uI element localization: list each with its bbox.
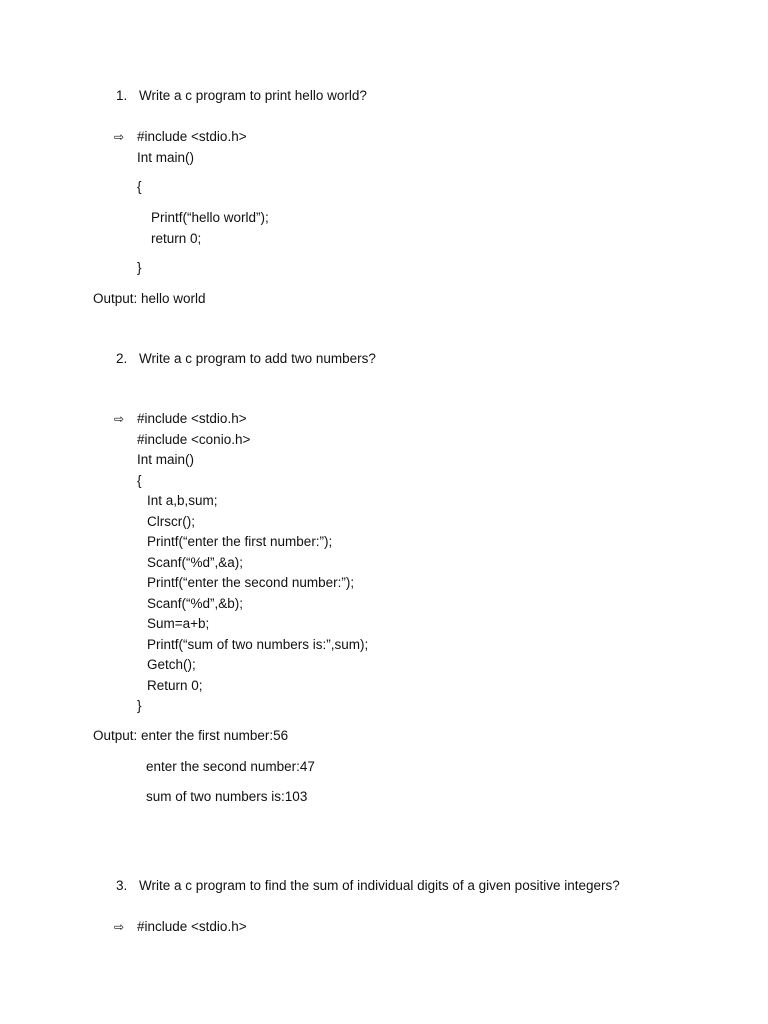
- q2-question: Write a c program to add two numbers?: [139, 351, 376, 366]
- arrow-bullet-icon: ⇨: [114, 412, 125, 426]
- q2-output-line: sum of two numbers is:103: [146, 789, 308, 804]
- q2-output-line: enter the second number:47: [146, 759, 315, 774]
- arrow-bullet-icon: ⇨: [114, 130, 125, 144]
- code-line: }: [137, 698, 142, 713]
- code-line: Int main(): [137, 150, 195, 165]
- code-line: Printf(“hello world”);: [151, 210, 269, 225]
- code-line: {: [137, 473, 142, 488]
- code-line: Int a,b,sum;: [147, 493, 218, 508]
- q1-output: Output: hello world: [93, 291, 206, 306]
- code-line: Getch();: [147, 657, 196, 672]
- arrow-bullet-icon: ⇨: [114, 920, 125, 934]
- code-line: Int main(): [137, 452, 195, 467]
- q1-question: Write a c program to print hello world?: [139, 88, 367, 103]
- q3-question: Write a c program to find the sum of individual digits of a given positive integers?: [139, 878, 620, 893]
- code-line: Printf(“enter the second number:”);: [147, 575, 355, 590]
- code-line: Scanf(“%d”,&b);: [147, 596, 244, 611]
- code-line: {: [137, 179, 142, 194]
- code-line: Sum=a+b;: [147, 616, 210, 631]
- code-line: Printf(“sum of two numbers is:”,sum);: [147, 637, 369, 652]
- code-line: #include <stdio.h>: [137, 411, 247, 426]
- code-line: }: [137, 260, 142, 275]
- q1-number: 1.: [116, 88, 128, 103]
- code-line: #include <stdio.h>: [137, 129, 247, 144]
- code-line: Printf(“enter the first number:”);: [147, 534, 333, 549]
- q3-number: 3.: [116, 878, 128, 893]
- q2-output-line: Output: enter the first number:56: [93, 728, 289, 743]
- code-line: #include <conio.h>: [137, 432, 251, 447]
- code-line: Scanf(“%d”,&a);: [147, 555, 244, 570]
- code-line: Return 0;: [147, 678, 203, 693]
- code-line: Clrscr();: [147, 514, 195, 529]
- q2-number: 2.: [116, 351, 128, 366]
- code-line: return 0;: [151, 231, 202, 246]
- code-line: #include <stdio.h>: [137, 919, 247, 934]
